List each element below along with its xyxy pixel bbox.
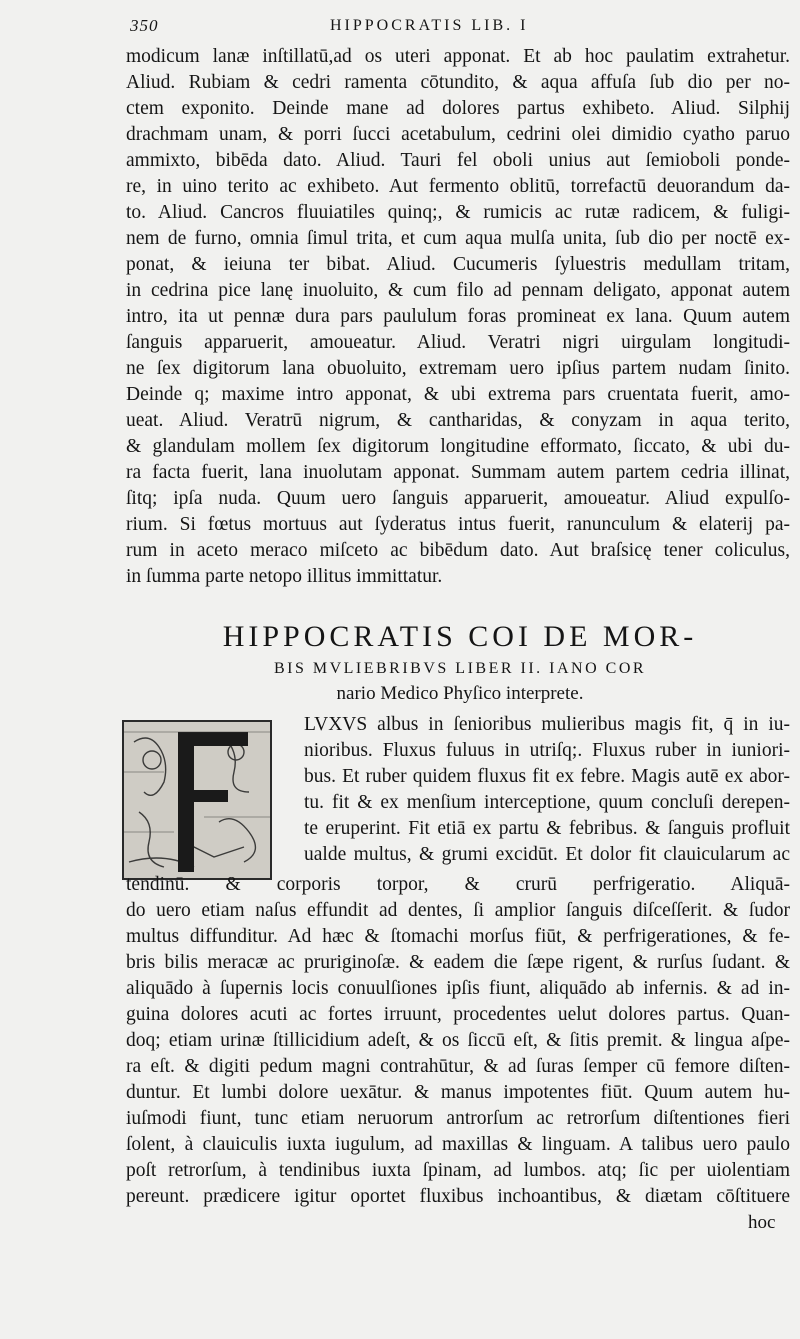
text-line: bus. Et ruber quidem fluxus fit ex febre. Magis autē ex abor- (304, 766, 790, 787)
text-line: ſitq; ipſa nuda. Quum uero ſanguis apparuerit, amoueatur. Aliud expulſo- (126, 488, 790, 509)
text-line: ne ſex digitorum lana obuoluito, extremam uero ipſius partem nudam ſinito. (126, 358, 790, 379)
text-line: Aliud. Rubiam & cedri ramenta cōtundito, & aqua affuſa ſub dio per no- (126, 72, 790, 93)
title-line-3: nario Medico Phyſico interprete. (336, 683, 584, 704)
page-header (130, 12, 790, 42)
text-line: ualde multus, & grumi excidūt. Et dolor fit clauicularum ac (304, 844, 790, 865)
text-line: poſt retrorſum, à tendinibus iuxta ſpinam, ad lumbos. atq; ſic per uiolentiam (126, 1160, 790, 1181)
text-line: re, in uino terito ac exhibeto. Aut fermento oblitū, torrefactū deuorandum da- (126, 176, 790, 197)
title-line-1: HIPPOCRATIS COI DE MOR- (222, 620, 698, 653)
text-line: to. Aliud. Cancros fluuiatiles quinq;, & rumicis ac rutæ radicem, & fuligi- (126, 202, 790, 223)
text-line: nioribus. Fluxus fuluus in utriſq;. Fluxus ruber in iuniori- (304, 740, 790, 761)
text-line: bris bilis meracæ ac pruriginoſæ. & eadem die ſæpe rigent, & rurſus ſudant. & (126, 952, 790, 973)
text-line: ſolent, à clauiculis iuxta iugulum, ad maxillas & linguam. A talibus uero paulo (126, 1134, 790, 1155)
text-line: rium. Si fœtus mortuus aut ſyderatus intus fuerit, ranunculum & elaterij pa- (126, 514, 790, 535)
text-line: iuſmodi fiunt, tunc etiam neruorum antrorſum ac retrorſum diſtentiones fieri (126, 1108, 790, 1129)
text-line: LVXVS albus in ſenioribus mulieribus magis fit, q̄ in iu- (304, 714, 790, 735)
text-line: pereunt. prædicere igitur oportet fluxibus inchoantibus, & diætam cōſtituere (126, 1186, 790, 1207)
text-line: guina dolores acuti ac fortes irruunt, procedentes uelut dolores partus. Quan- (126, 1004, 790, 1025)
bottom-text-block (126, 872, 790, 1210)
text-line: doq; etiam urinæ ſtillicidium adeſt, & os ſiccū eſt, & ſitis premit. & lingua aſpe- (126, 1030, 790, 1051)
text-line: & glandulam mollem ſex digitorum longitudine efformato, ſiccato, & ubi du- (126, 436, 790, 457)
text-line: drachmam unam, & porri ſucci acetabulum, cedrini olei dimidio cyatho paruo (126, 124, 790, 145)
text-line: ponat, & ieiuna ter bibat. Aliud. Cucumeris ſyluestris medullam tritam, (126, 254, 790, 275)
page-number: 350 (130, 16, 159, 35)
text-line: tu. fit & ex menſium interceptione, quum concluſi derepen- (304, 792, 790, 813)
text-line: multus diffunditur. Ad hæc & ſtomachi morſus fiūt, & perfrigerationes, & fe- (126, 926, 790, 947)
text-line: ctem exponito. Deinde mane ad dolores partus exhibeto. Aliud. Silphij (126, 98, 790, 119)
catchword: hoc (748, 1212, 776, 1233)
running-head: HIPPOCRATIS LIB. I (330, 17, 529, 34)
decorated-initial-letter (122, 720, 272, 880)
text-line: modicum lanæ inſtillatū,ad os uteri apponat. Et ab hoc paulatim extrahetur. (126, 46, 790, 67)
text-line: ſanguis apparuerit, amoueatur. Aliud. Veratri nigri uirgulam longitudi- (126, 332, 790, 353)
text-line: rum in aceto meraco miſceto ac bibēdum dato. Aut braſsicę tener coliculus, (126, 540, 790, 561)
text-line: ueat. Aliud. Veratrū nigrum, & cantharidas, & conyzam in aqua terito, (126, 410, 790, 431)
text-line: ammixto, bibēda dato. Aliud. Tauri fel oboli unius aut ſemioboli ponde- (126, 150, 790, 171)
text-line: do uero etiam naſus effundit ad dentes, ſi amplior ſanguis diſceſſerit. & ſudor (126, 900, 790, 921)
text-line: te eruperint. Fit etiā ex partu & febribus. & ſanguis profluit (304, 818, 790, 839)
text-line: in ſumma parte netopo illitus immittatur. (126, 566, 443, 587)
text-line: aliquādo à ſupernis locis conuulſiones ipſis fiunt, aliquādo ab infernis. & ad in- (126, 978, 790, 999)
text-line: intro, ita ut pennæ dura pars paululum foras promineat ex lana. Quum autem (126, 306, 790, 327)
woodcut-illustration-icon (124, 722, 270, 878)
text-line: nem de furno, omnia ſimul trita, et cum aqua mulſa unita, ſub dio per noctē ex- (126, 228, 790, 249)
text-line: Deinde q; maxime intro apponat, & ubi extrema pars cruentata fuerit, amo- (126, 384, 790, 405)
text-line: ra facta fuerit, lana inuolutam apponat. Summam autem partem cedria illinat, (126, 462, 790, 483)
drop-cap-text-block (304, 712, 790, 868)
text-line: in cedrina pice lanę inuoluito, & cum filo ad pennam deligato, apponat autem (126, 280, 790, 301)
top-text-block (126, 44, 790, 590)
text-line: duntur. Et lumbi dolore uexātur. & manus impotentes fiūt. Quum autem hu- (126, 1082, 790, 1103)
text-line: ra eſt. & digiti pedum magni contrahūtur, & ad ſuras ſemper cū femore diſten- (126, 1056, 790, 1077)
text-line: tendinū. & corporis torpor, & crurū perfrigeratio. Aliquā- (126, 874, 790, 895)
title-line-2: BIS MVLIEBRIBVS LIBER II. IANO COR (273, 660, 647, 677)
book-title (120, 617, 800, 707)
